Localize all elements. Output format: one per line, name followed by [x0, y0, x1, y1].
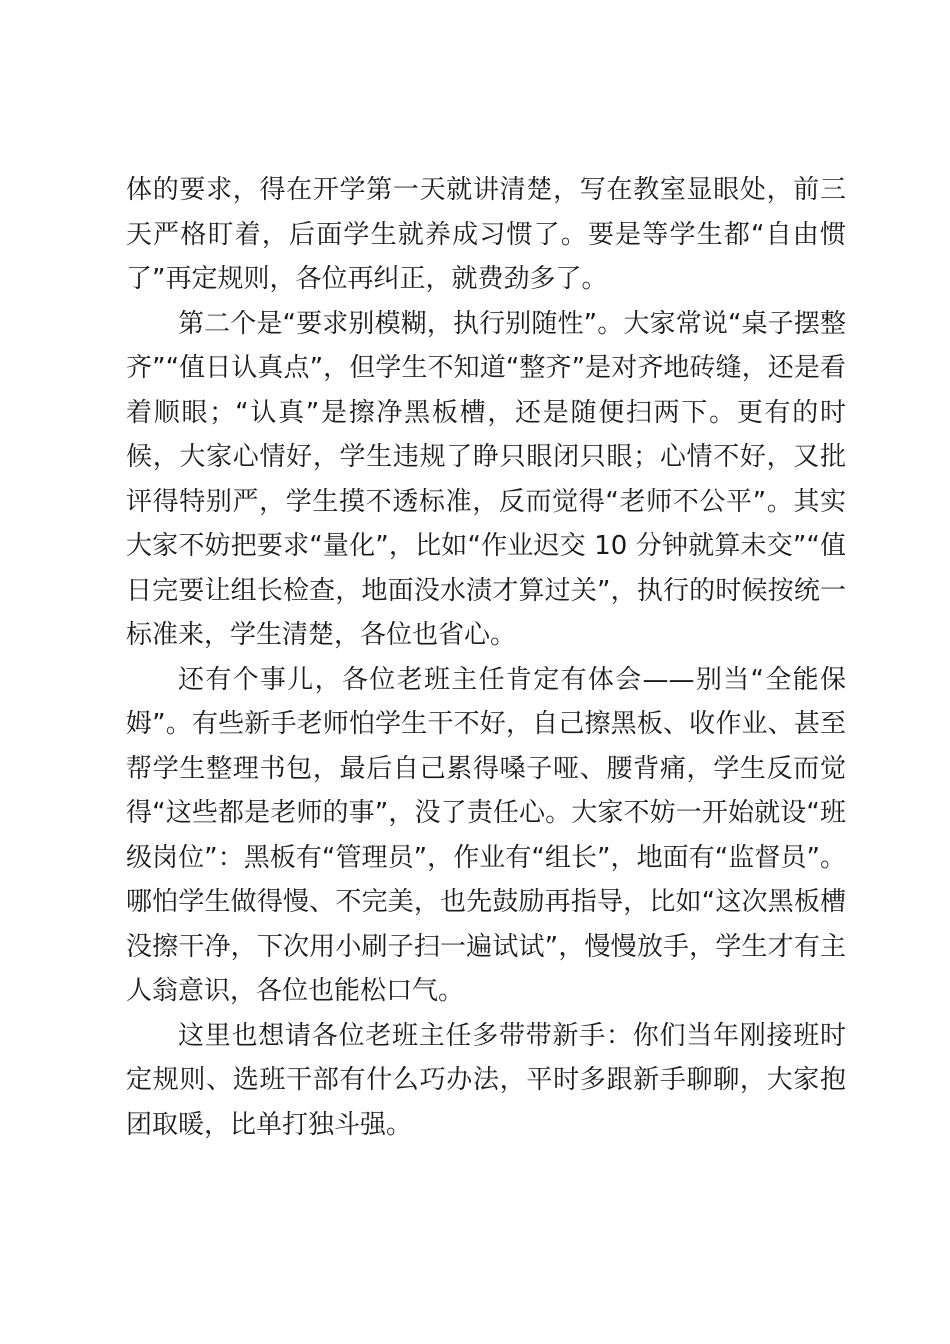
paragraph-class-roles: 还有个事儿，各位老班主任肯定有体会——别当“全能保姆”。有些新手老师怕学生干不好，自己擦黑板、收作业、甚至帮学生整理书包，最后自己累得嗓子哑、腰背痛，学生反而觉得“这些都是老师的事”，没了责任心。大家不妨一开始就设“班级岗位”：黑板有“管理员”，作业有“组长”，地面有“监督员”。哪怕学生做得慢、不完美，也先鼓励再指导，比如“这次黑板槽没擦干净，下次用小刷子扫一遍试试”，慢慢放手，学生才有主人翁意识，各位也能松口气。 [126, 664, 846, 1006]
paragraph-mentoring: 这里也想请各位老班主任多带带新手：你们当年刚接班时定规则、选班干部有什么巧办法，平时多跟新手聊聊，大家抱团取暖，比单打独斗强。 [126, 1020, 846, 1140]
paragraph-continuation: 体的要求，得在开学第一天就讲清楚，写在教室显眼处，前三天严格盯着，后面学生就养成习惯了。要是等学生都“自由惯了”再定规则，各位再纠正，就费劲多了。 [126, 175, 846, 294]
document-body [126, 168, 846, 1147]
paragraph-requirements: 第二个是“要求别模糊，执行别随性”。大家常说“桌子摆整齐”“值日认真点”，但学生不知道“整齐”是对齐地砖缝，还是看着顺眼；“认真”是擦净黑板槽，还是随便扫两下。更有的时候，大家心情好，学生违规了睁只眼闭只眼；心情不好，又批评得特别严，学生摸不透标准，反而觉得“老师不公平”。其实大家不妨把要求“量化”，比如“作业迟交 10 分钟就算未交”“值日完要让组长检查，地面没水渍才算过关”，执行的时候按统一标准来，学生清楚，各位也省心。 [126, 308, 846, 650]
